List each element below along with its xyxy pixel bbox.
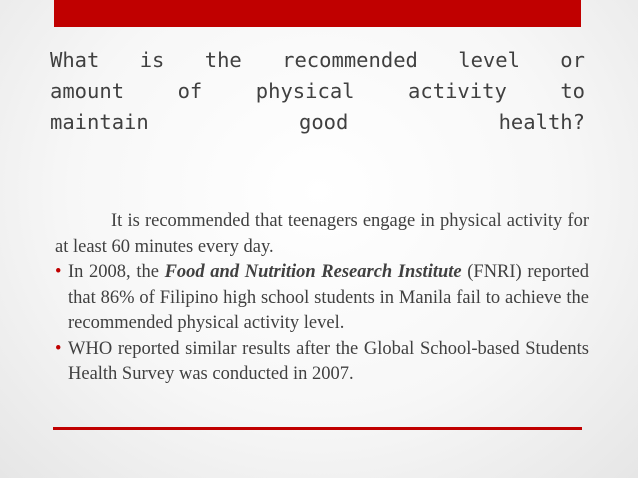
bullet-text: (FNRI) reported that 86% of Filipino high school students in Manila fail to achieve the recommended physical activity level. xyxy=(68,262,589,333)
title-word: recommended xyxy=(282,48,418,72)
bullet-text: WHO reported similar results after the Global School-based Students Health Survey was conducted in 2007. xyxy=(68,338,589,384)
title-word: the xyxy=(204,48,242,72)
title-word: is xyxy=(139,48,165,72)
bullet-item xyxy=(55,260,589,337)
institute-name: Food and Nutrition Research Institute xyxy=(164,262,462,282)
top-accent-bar xyxy=(54,0,581,27)
bullet-text: In 2008, the xyxy=(68,262,165,282)
title-line xyxy=(50,45,585,76)
title-word: level xyxy=(458,48,520,72)
title-word: What xyxy=(50,48,100,72)
slide-title xyxy=(50,45,585,138)
title-word: to xyxy=(560,79,585,103)
title-line xyxy=(50,76,585,107)
title-word: physical xyxy=(255,79,355,103)
bullet-icon: • xyxy=(55,262,62,282)
bullet-item xyxy=(55,337,589,388)
slide-body xyxy=(55,209,589,388)
title-word: of xyxy=(177,79,203,103)
title-word: maintain xyxy=(50,110,149,134)
bullet-icon: • xyxy=(55,338,62,359)
title-word: health? xyxy=(498,110,585,134)
intro-paragraph: It is recommended that teenagers engage in physical activity for at least 60 minutes every day. xyxy=(55,211,589,257)
title-line xyxy=(50,107,585,138)
bottom-divider xyxy=(53,427,582,430)
title-word: amount xyxy=(50,79,125,103)
title-word: activity xyxy=(408,79,507,103)
title-word: good xyxy=(298,110,349,134)
title-word: or xyxy=(560,48,585,72)
